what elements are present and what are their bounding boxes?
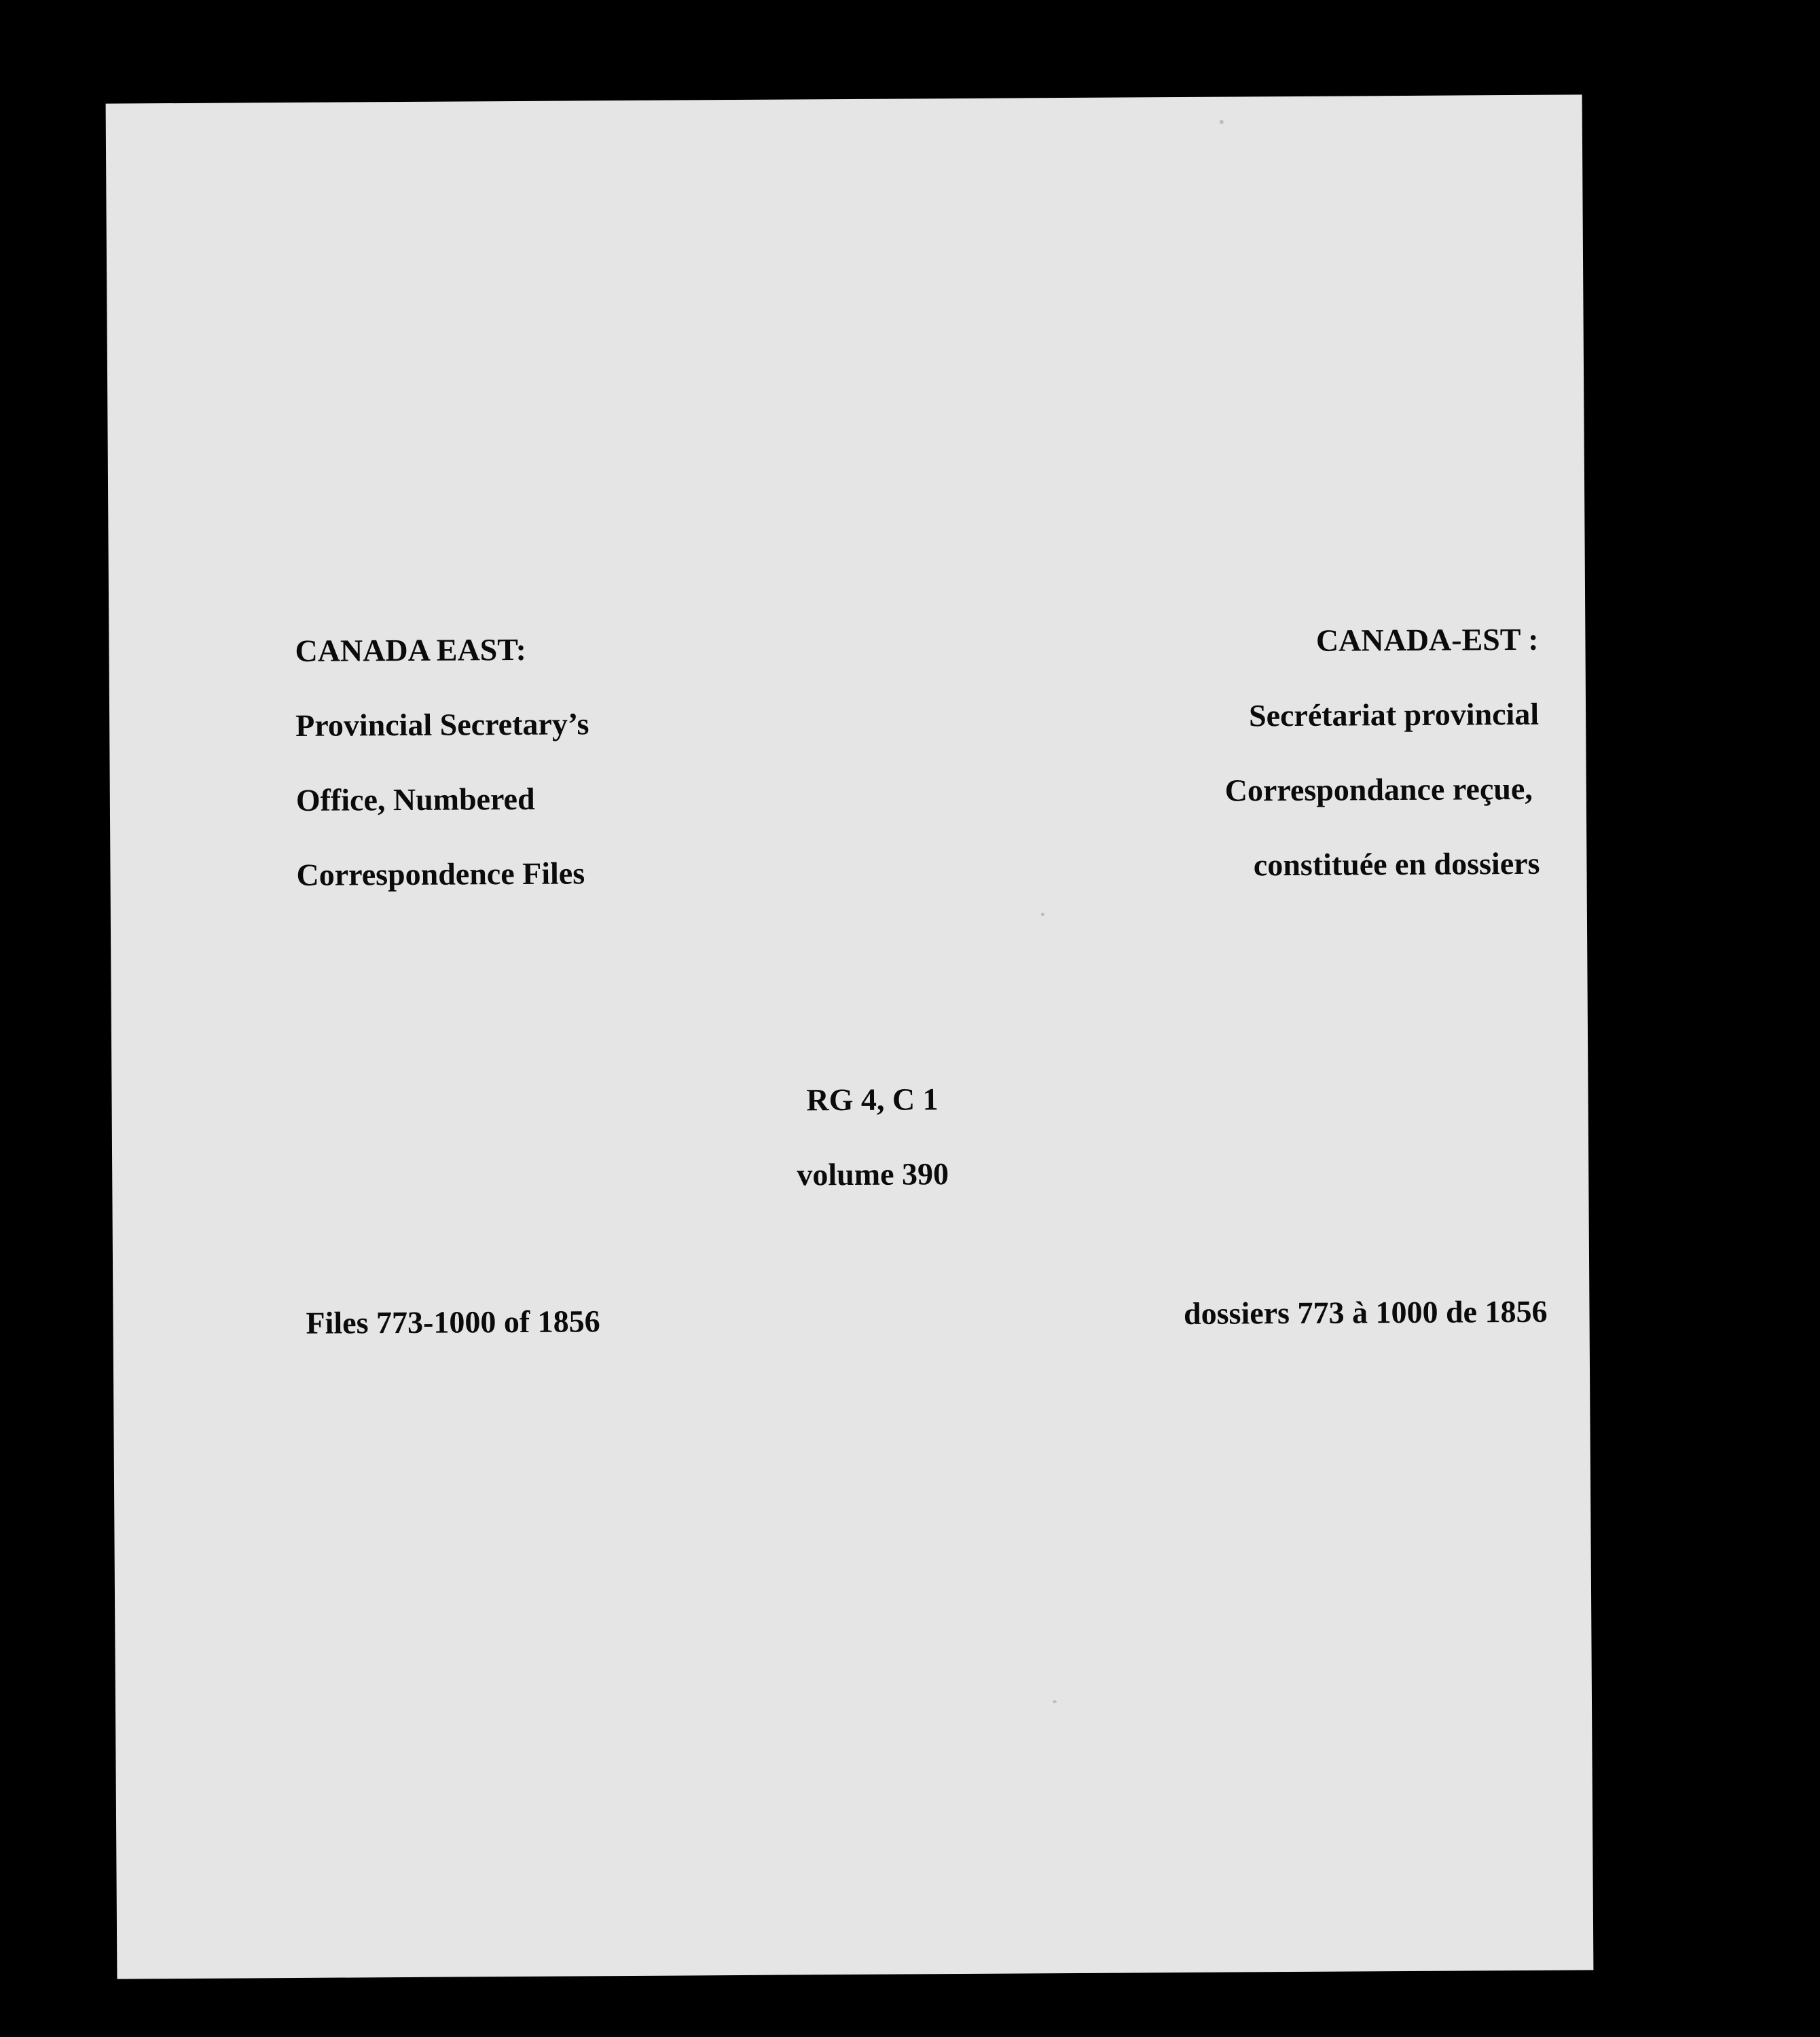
document-sheet xyxy=(106,94,1594,1979)
volume-label: volume 390 xyxy=(797,1156,949,1192)
english-heading-line-4: Correspondence Files xyxy=(296,856,585,892)
french-heading-line-1: CANADA-EST : xyxy=(1315,621,1539,658)
english-heading-line-2: Provincial Secretary’s xyxy=(295,706,589,743)
record-group-label: RG 4, C 1 xyxy=(806,1082,939,1118)
french-files-range xyxy=(928,1293,1547,1344)
english-files-text: Files 773-1000 of 1856 xyxy=(306,1304,600,1340)
dust-speck xyxy=(1053,1700,1057,1703)
french-heading-line-4: constituée en dossiers xyxy=(1253,845,1540,883)
english-files-range xyxy=(306,1302,781,1352)
english-heading-line-3: Office, Numbered xyxy=(295,781,535,818)
english-heading-line-1: CANADA EAST: xyxy=(295,631,527,668)
dust-speck xyxy=(1220,120,1224,124)
reference-block xyxy=(668,1080,1076,1218)
french-heading xyxy=(829,621,1540,1005)
english-heading xyxy=(295,629,786,1012)
french-heading-line-3: Correspondance reçue, xyxy=(1224,771,1533,808)
french-files-text: dossiers 773 à 1000 de 1856 xyxy=(1183,1293,1548,1332)
french-heading-line-2: Secrétariat provincial xyxy=(1248,696,1540,733)
